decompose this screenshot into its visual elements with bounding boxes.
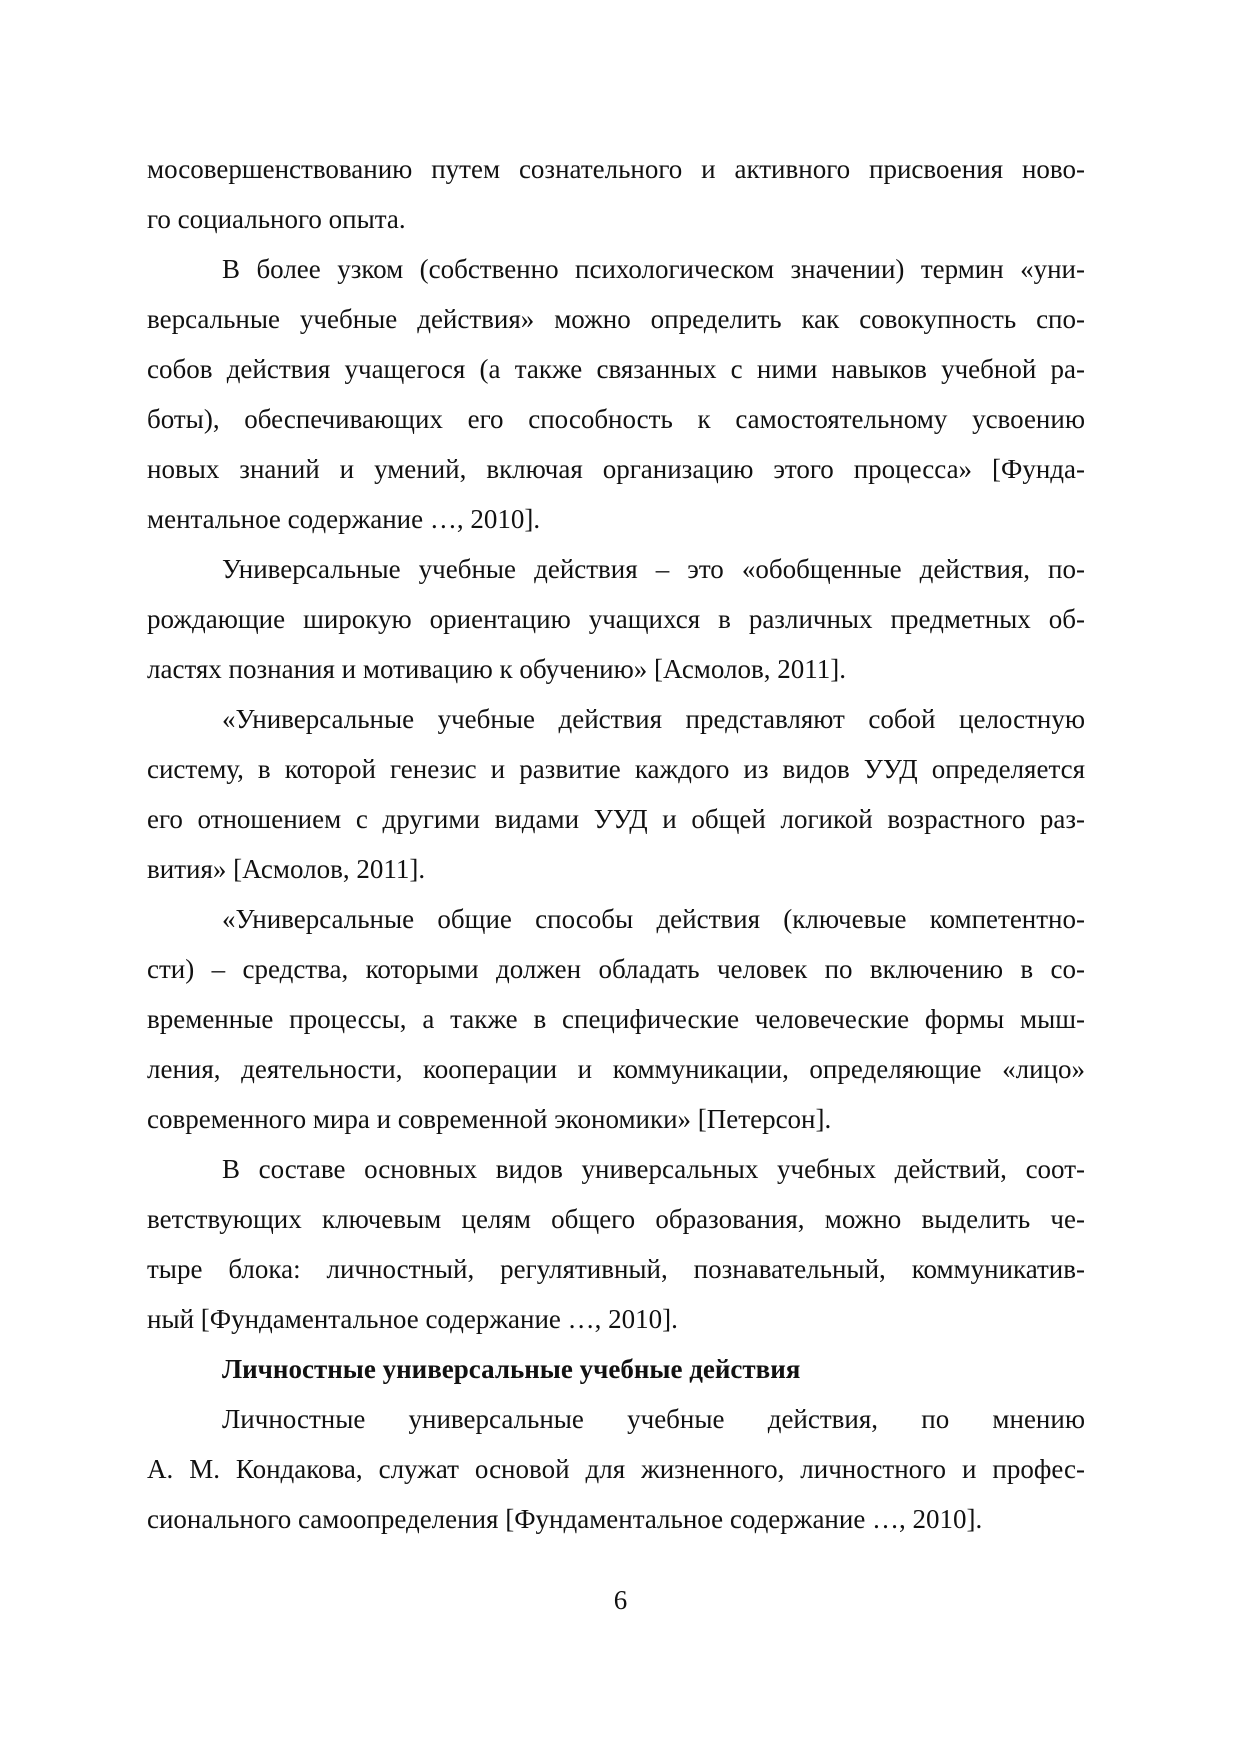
text-line: ления, деятельности, кооперации и коммуникации, определяющие «лицо»: [147, 1054, 1085, 1084]
text-line: В более узком (собственно психологическом значении) термин «уни-: [222, 254, 1085, 284]
text-line: мосовершенствованию путем сознательного и активного присвоения ново-: [147, 154, 1085, 184]
text-line: А. М. Кондакова, служат основой для жизненного, личностного и профес-: [147, 1454, 1085, 1484]
text-line: тыре блока: личностный, регулятивный, познавательный, коммуникатив-: [147, 1254, 1085, 1284]
section-heading: Личностные универсальные учебные действия: [222, 1354, 801, 1384]
text-line: его отношением с другими видами УУД и общей логикой возрастного раз-: [147, 804, 1085, 834]
text-line: собов действия учащегося (а также связанных с ними навыков учебной ра-: [147, 354, 1085, 384]
text-line: современного мира и современной экономики» [Петерсон].: [147, 1104, 832, 1134]
text-line: ментальное содержание …, 2010].: [147, 504, 541, 534]
text-line: сионального самоопределения [Фундаментальное содержание …, 2010].: [147, 1504, 983, 1534]
text-line: боты), обеспечивающих его способность к самостоятельному усвоению: [147, 404, 1085, 434]
text-line: временные процессы, а также в специфические человеческие формы мыш-: [147, 1004, 1085, 1034]
body-text: [147, 144, 1085, 1544]
page-number: 6: [613, 1585, 628, 1615]
text-line: ластях познания и мотивацию к обучению» [Асмолов, 2011].: [147, 654, 846, 684]
text-line: В составе основных видов универсальных учебных действий, соот-: [222, 1154, 1085, 1184]
text-line: вития» [Асмолов, 2011].: [147, 854, 426, 884]
text-line: новых знаний и умений, включая организацию этого процесса» [Фунда-: [147, 454, 1085, 484]
text-line: ный [Фундаментальное содержание …, 2010].: [147, 1304, 678, 1334]
text-line: сти) – средства, которыми должен обладать человек по включению в со-: [147, 954, 1085, 984]
text-line: рождающие широкую ориентацию учащихся в различных предметных об-: [147, 604, 1085, 634]
text-line: Личностные универсальные учебные действия, по мнению: [222, 1404, 1085, 1434]
text-line: ветствующих ключевым целям общего образования, можно выделить че-: [147, 1204, 1085, 1234]
text-line: Универсальные учебные действия – это «обобщенные действия, по-: [222, 554, 1085, 584]
text-line: версальные учебные действия» можно определить как совокупность спо-: [147, 304, 1085, 334]
text-line: систему, в которой генезис и развитие каждого из видов УУД определяется: [147, 754, 1085, 784]
text-line: «Универсальные учебные действия представляют собой целостную: [222, 704, 1085, 734]
text-line: го социального опыта.: [147, 204, 406, 234]
text-line: «Универсальные общие способы действия (ключевые компетентно-: [222, 904, 1085, 934]
